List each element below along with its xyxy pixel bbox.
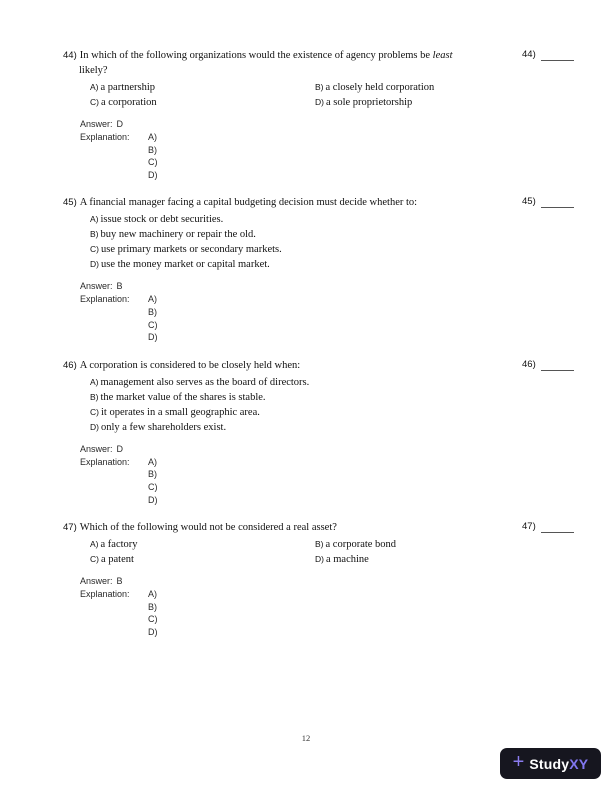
- question-body: [63, 195, 522, 343]
- option-text: a sole proprietorship: [325, 97, 413, 108]
- option-text: the market value of the shares is stable.: [100, 391, 266, 403]
- question-body: [63, 520, 522, 638]
- explanation-item: D): [148, 169, 158, 180]
- option-label: C): [90, 406, 99, 417]
- explanation-label: Explanation:: [80, 294, 130, 305]
- option-label: D): [315, 554, 324, 565]
- answer-blank: [522, 520, 574, 533]
- explanation-block: [80, 588, 522, 638]
- answer-blank-line: [541, 48, 574, 61]
- option-label: B): [315, 82, 324, 92]
- explanation-item: C): [148, 481, 158, 492]
- answer-blank-line: [541, 520, 574, 533]
- answer-blank-number: 47): [522, 521, 536, 533]
- option-label: D): [90, 421, 99, 432]
- answer-blank: [522, 358, 574, 371]
- question-text-main: Which of the following would not be considered a real asset?: [79, 522, 337, 534]
- option-label: B): [90, 229, 99, 240]
- page-number: 12: [301, 733, 311, 743]
- question-number: 45): [63, 197, 77, 209]
- option-c: [90, 242, 522, 257]
- option-text: only a few shareholders exist.: [100, 421, 227, 433]
- question-text-italic: least: [432, 50, 453, 61]
- option-text: management also serves as the board of directors.: [100, 376, 310, 388]
- explanation-item: C): [148, 319, 158, 330]
- explanation-item: A): [148, 294, 157, 305]
- answer-blank-number: 44): [522, 49, 536, 60]
- option-text: a closely held corporation: [325, 82, 435, 93]
- option-label: B): [315, 539, 324, 550]
- option-c: [90, 405, 522, 420]
- answer-value: D: [116, 443, 124, 454]
- question-text-line2: likely?: [79, 65, 108, 76]
- explanation-item: C): [148, 614, 158, 625]
- option-a: [90, 80, 315, 95]
- logo-text-xy: XY: [569, 755, 589, 772]
- option-a: [90, 537, 315, 552]
- explanation-item: A): [148, 132, 157, 142]
- options-list: [90, 537, 522, 567]
- answer-blank: [522, 48, 574, 61]
- answer-blank-line: [541, 195, 574, 208]
- answer-line: [80, 443, 522, 456]
- question-text: [63, 195, 522, 210]
- option-c: [90, 95, 315, 110]
- studyxy-logo: [500, 748, 601, 779]
- explanation-block: [80, 293, 522, 343]
- option-b: [315, 80, 522, 95]
- option-d: [90, 420, 522, 435]
- option-text: it operates in a small geographic area.: [100, 406, 260, 418]
- question-text: [63, 48, 522, 78]
- explanation-item: D): [148, 494, 158, 505]
- question-number: 46): [63, 359, 77, 371]
- option-label: D): [315, 97, 324, 107]
- option-a: [90, 212, 522, 227]
- question-text-main: A financial manager facing a capital budgeting decision must decide whether to:: [79, 197, 418, 209]
- answer-label: Answer:: [80, 443, 113, 454]
- option-text: a partnership: [100, 82, 156, 93]
- explanation-items: [148, 456, 158, 506]
- explanation-item: B): [148, 306, 157, 317]
- option-label: D): [90, 259, 99, 270]
- option-label: C): [90, 97, 99, 107]
- option-label: A): [90, 82, 99, 92]
- question-text-main: A corporation is considered to be closely held when:: [79, 359, 301, 371]
- explanation-label: Explanation:: [80, 589, 130, 600]
- question-number: 44): [63, 50, 77, 61]
- question-47: [63, 520, 574, 638]
- option-text: a corporate bond: [325, 539, 397, 551]
- option-label: A): [90, 376, 99, 387]
- options-list: [90, 375, 522, 435]
- option-a: [90, 375, 522, 390]
- answer-value: B: [116, 576, 123, 587]
- explanation-block: [80, 456, 522, 506]
- question-body: [63, 358, 522, 506]
- option-text: a patent: [100, 554, 134, 566]
- question-text-main: In which of the following organizations would the existence of agency problems be: [79, 50, 431, 61]
- option-text: use the money market or capital market.: [100, 259, 270, 271]
- option-b: [90, 227, 522, 242]
- answer-blank-line: [541, 358, 574, 371]
- explanation-item: D): [148, 626, 158, 637]
- question-text: [63, 520, 522, 535]
- explanation-items: [148, 588, 158, 638]
- option-c: [90, 552, 315, 567]
- options-list: [90, 212, 522, 272]
- answer-label: Answer:: [80, 119, 113, 129]
- option-text: buy new machinery or repair the old.: [100, 229, 256, 241]
- question-text: [63, 358, 522, 373]
- option-text: issue stock or debt securities.: [100, 214, 224, 226]
- answer-line: [80, 575, 522, 588]
- logo-text-study: Study: [529, 755, 570, 772]
- option-d: [315, 95, 522, 110]
- explanation-item: A): [148, 589, 157, 600]
- option-label: B): [90, 391, 99, 402]
- option-text: a corporation: [100, 97, 157, 108]
- option-label: A): [90, 214, 99, 225]
- option-label: C): [90, 244, 99, 255]
- answer-label: Answer:: [80, 576, 113, 587]
- explanation-items: [148, 131, 158, 181]
- option-label: C): [90, 554, 99, 565]
- answer-blank: [522, 195, 574, 208]
- question-number: 47): [63, 522, 77, 534]
- option-text: a factory: [100, 539, 138, 551]
- option-b: [315, 537, 522, 552]
- answer-value: D: [116, 119, 124, 129]
- explanation-item: A): [148, 456, 157, 467]
- option-text: use primary markets or secondary markets.: [100, 244, 282, 256]
- explanation-block: [80, 131, 522, 181]
- answer-line: [80, 118, 522, 131]
- explanation-item: B): [148, 469, 157, 480]
- explanation-item: B): [148, 144, 157, 155]
- explanation-items: [148, 293, 158, 343]
- option-d: [90, 257, 522, 272]
- explanation-item: B): [148, 601, 157, 612]
- plus-icon: +: [512, 751, 525, 773]
- explanation-item: C): [148, 157, 158, 168]
- answer-blank-number: 45): [522, 196, 536, 208]
- question-44: [63, 48, 574, 181]
- question-body: [63, 48, 522, 181]
- answer-value: B: [116, 281, 123, 292]
- explanation-label: Explanation:: [80, 132, 130, 142]
- answer-line: [80, 280, 522, 293]
- answer-blank-number: 46): [522, 358, 536, 370]
- question-46: [63, 358, 574, 506]
- option-text: a machine: [325, 554, 369, 566]
- explanation-item: D): [148, 332, 158, 343]
- option-label: A): [90, 539, 99, 550]
- option-d: [315, 552, 522, 567]
- explanation-label: Explanation:: [80, 456, 130, 467]
- question-45: [63, 195, 574, 343]
- answer-label: Answer:: [80, 281, 113, 292]
- option-b: [90, 390, 522, 405]
- options-list: [90, 80, 522, 110]
